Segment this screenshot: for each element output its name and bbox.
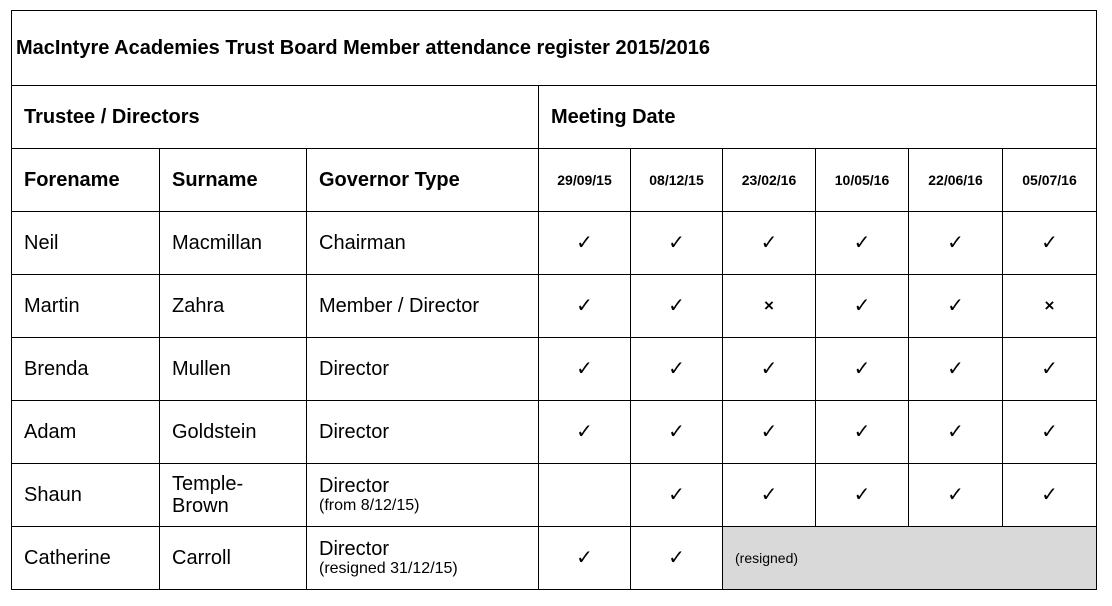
surname-cell: Macmillan (160, 212, 307, 275)
present-check-icon: ✓ (816, 464, 909, 527)
date-header: 29/09/15 (539, 149, 631, 212)
present-check-icon: ✓ (631, 527, 723, 590)
date-header: 22/06/16 (909, 149, 1003, 212)
governor-type-text: Director (319, 475, 390, 497)
table-row (12, 212, 1097, 275)
present-check-icon: ✓ (909, 338, 1003, 401)
governor-type-note: (resigned 31/12/15) (319, 560, 458, 577)
present-check-icon: ✓ (909, 464, 1003, 527)
present-check-icon: ✓ (631, 464, 723, 527)
present-check-icon: ✓ (1003, 401, 1097, 464)
present-check-icon: ✓ (539, 338, 631, 401)
meeting-date-section-header: Meeting Date (539, 86, 1097, 149)
forename-cell: Neil (12, 212, 160, 275)
surname-cell: Carroll (160, 527, 307, 590)
present-check-icon: ✓ (539, 275, 631, 338)
forename-cell: Catherine (12, 527, 160, 590)
table-row (12, 401, 1097, 464)
register-title: MacIntyre Academies Trust Board Member attendance register 2015/2016 (12, 11, 1097, 86)
forename-cell: Shaun (12, 464, 160, 527)
surname-line: Brown (172, 495, 229, 517)
attendance-register-table (11, 10, 1097, 590)
forename-cell: Martin (12, 275, 160, 338)
forename-cell: Brenda (12, 338, 160, 401)
resigned-note-cell: (resigned) (723, 527, 1097, 590)
date-header: 08/12/15 (631, 149, 723, 212)
governor-type-cell (307, 527, 539, 590)
surname-column-header: Surname (160, 149, 307, 212)
governor-type-note: (from 8/12/15) (319, 497, 420, 514)
governor-type-cell: Chairman (307, 212, 539, 275)
surname-line: Temple- (172, 473, 244, 495)
table-row (12, 464, 1097, 527)
present-check-icon: ✓ (816, 338, 909, 401)
table-row (12, 275, 1097, 338)
present-check-icon: ✓ (723, 464, 816, 527)
governor-type-cell: Director (307, 338, 539, 401)
present-check-icon: ✓ (816, 401, 909, 464)
present-check-icon: ✓ (539, 212, 631, 275)
present-check-icon: ✓ (631, 212, 723, 275)
date-header: 23/02/16 (723, 149, 816, 212)
governor-type-cell (307, 464, 539, 527)
present-check-icon: ✓ (631, 401, 723, 464)
forename-column-header: Forename (12, 149, 160, 212)
date-header: 10/05/16 (816, 149, 909, 212)
present-check-icon: ✓ (909, 401, 1003, 464)
present-check-icon: ✓ (723, 338, 816, 401)
present-check-icon: ✓ (723, 401, 816, 464)
absent-cross-icon: × (1003, 275, 1097, 338)
table-row (12, 527, 1097, 590)
present-check-icon: ✓ (909, 212, 1003, 275)
no-record-cell (539, 464, 631, 527)
present-check-icon: ✓ (631, 338, 723, 401)
present-check-icon: ✓ (539, 401, 631, 464)
present-check-icon: ✓ (631, 275, 723, 338)
present-check-icon: ✓ (909, 275, 1003, 338)
governor-type-text: Director (319, 538, 390, 560)
surname-cell (160, 464, 307, 527)
table-row (12, 338, 1097, 401)
present-check-icon: ✓ (1003, 212, 1097, 275)
governor-type-cell: Member / Director (307, 275, 539, 338)
present-check-icon: ✓ (816, 212, 909, 275)
governor-type-cell: Director (307, 401, 539, 464)
surname-cell: Mullen (160, 338, 307, 401)
present-check-icon: ✓ (539, 527, 631, 590)
date-header: 05/07/16 (1003, 149, 1097, 212)
present-check-icon: ✓ (1003, 464, 1097, 527)
surname-cell: Zahra (160, 275, 307, 338)
forename-cell: Adam (12, 401, 160, 464)
trustees-section-header: Trustee / Directors (12, 86, 539, 149)
present-check-icon: ✓ (1003, 338, 1097, 401)
present-check-icon: ✓ (816, 275, 909, 338)
surname-cell: Goldstein (160, 401, 307, 464)
present-check-icon: ✓ (723, 212, 816, 275)
absent-cross-icon: × (723, 275, 816, 338)
governor-type-column-header: Governor Type (307, 149, 539, 212)
